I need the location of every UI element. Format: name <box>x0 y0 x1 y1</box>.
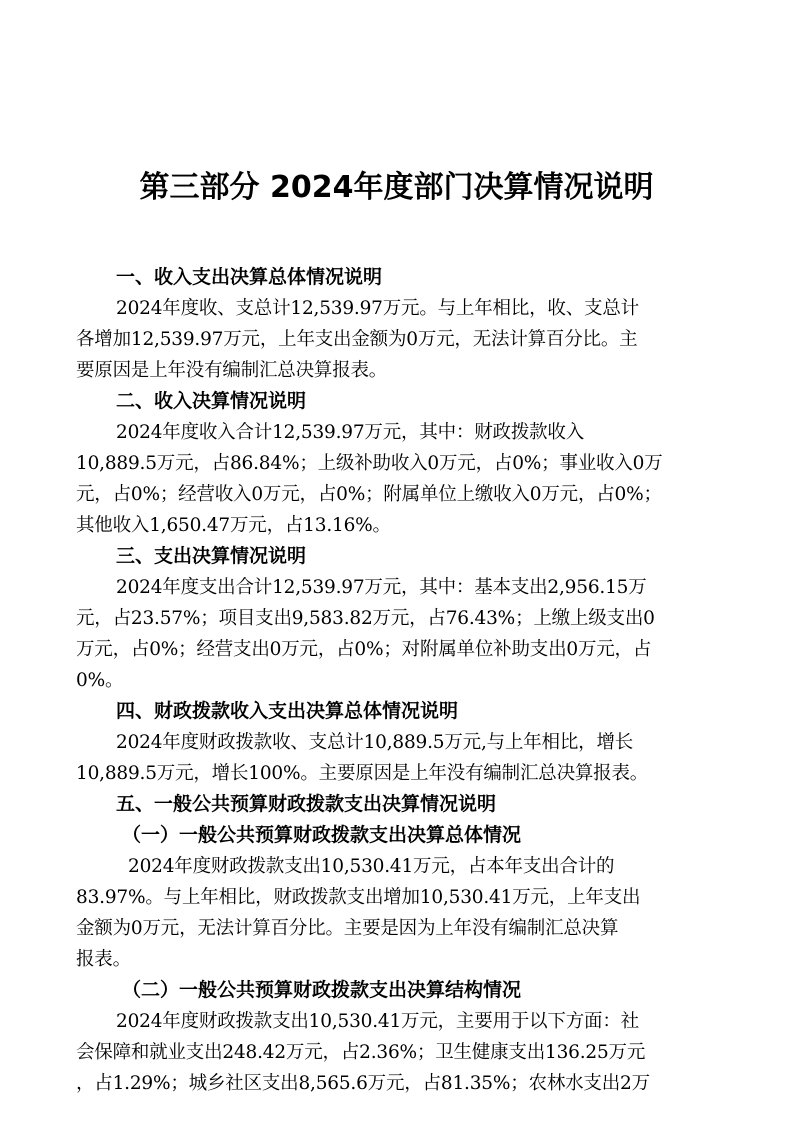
paragraph-line: 万元，占0%；经营支出0万元，占0%；对附属单位补助支出0万元，占 <box>76 639 652 660</box>
paragraph-line: 各增加12,539.97万元，上年支出金额为0万元，无法计算百分比。主 <box>76 329 638 350</box>
section-paragraph <box>76 727 724 789</box>
paragraph-line: 其他收入1,650.47万元，占13.16%。 <box>76 515 391 536</box>
paragraph-line: 2024年度财政拨款支出10,530.41万元，占本年支出合计的 <box>128 856 615 877</box>
paragraph-line: 2024年度收入合计12,539.97万元，其中：财政拨款收入 <box>116 422 585 443</box>
page-title: 第三部分 2024年度部门决算情况说明 <box>139 170 654 205</box>
section-paragraph <box>76 851 724 975</box>
paragraph-line: 要原因是上年没有编制汇总决算报表。 <box>76 360 388 381</box>
section-heading: 二、收入决算情况说明 <box>116 390 307 412</box>
paragraph-line: 元，占0%；经营收入0万元，占0%；附属单位上缴收入0万元，占0%； <box>76 484 662 505</box>
section-paragraph <box>76 572 724 696</box>
section-paragraph <box>76 293 724 386</box>
paragraph-line: 2024年度财政拨款支出10,530.41万元，主要用于以下方面：社 <box>116 1011 639 1032</box>
paragraph-line: 元，占23.57%；项目支出9,583.82万元，占76.43%；上缴上级支出0 <box>76 608 655 629</box>
section-heading: （二）一般公共预算财政拨款支出决算结构情况 <box>122 979 522 1001</box>
paragraph-line: 83.97%。与上年相比，财政拨款支出增加10,530.41万元，上年支出 <box>76 887 641 908</box>
paragraph-line: 金额为0万元，无法计算百分比。主要是因为上年没有编制汇总决算 <box>76 918 619 939</box>
section-heading: 三、支出决算情况说明 <box>116 545 307 567</box>
paragraph-line: 0%。 <box>76 670 124 691</box>
section-heading: 一、收入支出决算总体情况说明 <box>116 266 383 288</box>
paragraph-line: 10,889.5万元，增长100%。主要原因是上年没有编制汇总决算报表。 <box>76 763 649 784</box>
paragraph-line: 2024年度支出合计12,539.97万元，其中：基本支出2,956.15万 <box>116 577 647 598</box>
paragraph-line: 会保障和就业支出248.42万元，占2.36%；卫生健康支出136.25万元 <box>76 1042 646 1063</box>
paragraph-line: 2024年度收、支总计12,539.97万元。与上年相比，收、支总计 <box>116 298 639 319</box>
paragraph-line: ，占1.29%；城乡社区支出8,565.6万元，占81.35%；农林水支出2万 <box>76 1073 650 1094</box>
section-paragraph <box>76 417 724 541</box>
paragraph-line: 10,889.5万元，占86.84%；上级补助收入0万元，占0%；事业收入0万 <box>76 453 663 474</box>
document-body <box>76 262 724 1099</box>
section-paragraph <box>76 1006 724 1099</box>
section-heading: （一）一般公共预算财政拨款支出决算总体情况 <box>122 824 522 846</box>
section-heading: 四、财政拨款收入支出决算总体情况说明 <box>116 700 459 722</box>
paragraph-line: 报表。 <box>76 949 131 970</box>
section-heading: 五、一般公共预算财政拨款支出决算情况说明 <box>116 793 497 815</box>
paragraph-line: 2024年度财政拨款收、支总计10,889.5万元,与上年相比，增长 <box>116 732 634 753</box>
